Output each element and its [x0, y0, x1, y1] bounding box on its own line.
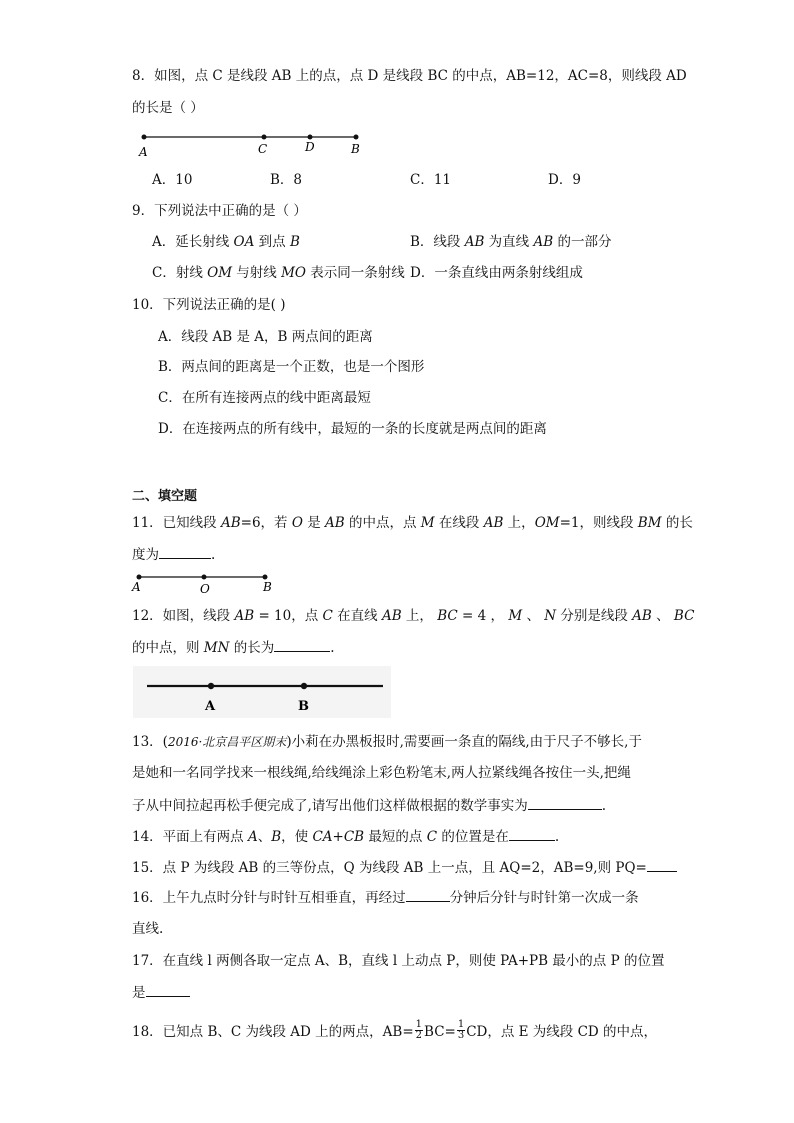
q14-end: .	[554, 829, 560, 845]
q12-ab2: AB	[381, 608, 402, 624]
q9-stem: 9．下列说法中正确的是（ ）	[132, 203, 307, 219]
q11-label-b: B	[263, 580, 272, 594]
q8-label-d: D	[305, 140, 315, 154]
q12-bc: BC	[437, 608, 458, 624]
q11-ab3: AB	[483, 515, 504, 531]
q9-a-ray: OA	[233, 234, 255, 250]
q18-fraction-third	[457, 1020, 465, 1041]
q8-option-c[interactable]: C．11	[410, 172, 452, 188]
q13-stem-line2: 是她和一名同学找来一根线绳,给线绳涂上彩色粉笔末,两人拉紧线绳各按住一头,把绳	[132, 765, 631, 781]
q14-c: C	[426, 829, 438, 845]
q11-end: .	[211, 547, 216, 563]
q8-segment-figure	[130, 126, 370, 160]
q12-t1: 12．如图，线段	[132, 608, 235, 624]
q18-f2-den: 3	[457, 1030, 465, 1041]
q9-a-mid: 到点	[254, 234, 290, 250]
q9-b-post: 的一部分	[553, 234, 612, 250]
q11-line2-text: 度为	[132, 547, 159, 563]
q12-stem-line2	[132, 638, 335, 657]
q11-ab2: AB	[325, 515, 345, 531]
q9-option-b[interactable]	[410, 233, 611, 251]
q18-f1-den: 2	[415, 1030, 423, 1041]
q10-stem: 10．下列说法正确的是( )	[132, 297, 286, 313]
q10-option-b[interactable]: B．两点间的距离是一个正数，也是一个图形	[158, 359, 425, 375]
q12-t4: 上，	[401, 608, 438, 624]
q9-c-ray1: OM	[207, 265, 233, 281]
q14-t2: ，使	[281, 829, 313, 845]
q8-label-c: C	[258, 142, 268, 156]
q14-expr: CA+CB	[312, 829, 365, 845]
q15-stem	[132, 858, 677, 877]
q12-m: M	[508, 608, 523, 624]
q11-t1: 11．已知线段	[132, 515, 221, 531]
q12-bc2: BC	[673, 608, 695, 624]
q14-t1: 14．平面上有两点	[132, 829, 248, 845]
q17-stem-line1: 17．在直线 l 两侧各取一定点 A、B，直线 l 上动点 P，则使 PA+PB 最小的点 P 的位置	[132, 953, 665, 969]
q12-ab: AB	[234, 608, 255, 624]
q13-stem-line3	[132, 796, 606, 815]
q16-t1: 16．上午九点时分针与时针互相垂直，再经过	[132, 890, 406, 906]
q12-end: .	[330, 640, 335, 656]
q13-answer-blank[interactable]	[528, 796, 602, 810]
q11-t5: 在线段	[434, 515, 484, 531]
q8-stem-line2: 的长是（ ）	[132, 100, 204, 116]
q8-option-d[interactable]: D．9	[548, 172, 581, 188]
q8-point-b	[354, 135, 359, 140]
q14-t3: 最短的点	[364, 829, 427, 845]
q13-l3-text: 子从中间拉起再松手便完成了,请写出他们这样做根据的数学事实为	[132, 798, 528, 814]
q13-end: .	[601, 798, 607, 814]
q11-point-a	[137, 575, 142, 580]
q11-t3: 是	[302, 515, 326, 531]
q18-f1-num: 1	[415, 1019, 423, 1030]
q8-option-a[interactable]: A．10	[152, 172, 193, 188]
q9-option-d[interactable]: D．一条直线由两条射线组成	[410, 265, 583, 281]
q11-o: O	[291, 515, 303, 531]
q12-ab3: AB	[632, 608, 652, 624]
q14-answer-blank[interactable]	[509, 827, 555, 841]
q14-sep: 、	[257, 829, 272, 845]
q11-stem-line1	[132, 514, 693, 532]
q11-point-b	[263, 575, 268, 580]
q12-t3: 在直线	[332, 608, 382, 624]
q11-label-o: O	[200, 582, 210, 596]
q11-answer-blank[interactable]	[159, 545, 211, 559]
q8-point-c	[262, 135, 267, 140]
q18-t2: BC=	[424, 1024, 456, 1040]
q17-answer-blank[interactable]	[146, 983, 190, 997]
q9-a-point: B	[289, 234, 300, 250]
q9-option-a[interactable]	[152, 233, 300, 251]
q11-ab: AB	[220, 515, 241, 531]
q12-l2-t1: 的中点，则	[132, 640, 204, 656]
q12-point-b	[301, 683, 307, 689]
q12-t7: 分别是线段	[556, 608, 633, 624]
q11-om: OM	[534, 515, 560, 531]
q12-l2-t2: 的长为	[229, 640, 275, 656]
q12-n: N	[544, 608, 557, 624]
q11-t8: 的长	[661, 515, 693, 531]
q9-c-text: C．射线	[152, 265, 208, 281]
q11-label-a: A	[132, 580, 141, 594]
q11-bm: BM	[637, 515, 662, 531]
q12-label-a: A	[205, 699, 216, 714]
q11-segment-figure	[130, 570, 280, 596]
q12-mn: MN	[203, 640, 230, 656]
q16-answer-blank[interactable]	[406, 888, 450, 902]
q18-fraction-half	[415, 1020, 423, 1041]
q12-stem-line1	[132, 607, 694, 625]
q8-stem-line1: 8．如图，点 C 是线段 AB 上的点，点 D 是线段 BC 的中点，AB=12，AC=8，则线段 AD	[132, 68, 687, 84]
q11-point-o	[202, 575, 207, 580]
q9-a-text: A．延长射线	[152, 234, 234, 250]
q15-answer-blank[interactable]	[647, 858, 677, 872]
q9-b-text: B．线段	[410, 234, 465, 250]
q13-l1-rest: )小莉在办黑板报时,需要画一条直的隔线,由于尺子不够长,于	[286, 734, 642, 750]
q17-l2-text: 是	[132, 985, 146, 1001]
q9-b-seg: AB	[464, 234, 485, 250]
q9-c-post: 表示同一条射线	[306, 265, 405, 281]
q12-answer-blank[interactable]	[274, 638, 330, 652]
q18-t3: CD，点 E 为线段 CD 的中点，	[466, 1024, 658, 1040]
q12-c: C	[322, 608, 333, 624]
q11-t4: 的中点，点	[344, 515, 421, 531]
q13-num: 13．(	[132, 734, 168, 750]
q10-option-c[interactable]: C．在所有连接两点的线中距离最短	[158, 390, 371, 406]
q12-segment-figure	[133, 666, 391, 718]
q14-t4: 的位置是在	[437, 829, 509, 845]
q16-stem-line1	[132, 888, 639, 907]
q18-t1: 18．已知点 B、C 为线段 AD 上的两点，AB=	[132, 1024, 414, 1040]
q12-t5: = 4 ，	[457, 608, 509, 624]
q8-option-b[interactable]: B．8	[270, 172, 303, 188]
q15-text: 15．点 P 为线段 AB 的三等份点，Q 为线段 AB 上一点，且 AQ=2，AB=9,则 PQ=	[132, 860, 647, 876]
q11-t7: =1，则线段	[559, 515, 638, 531]
q16-stem-line2: 直线.	[132, 921, 164, 937]
q12-point-a	[208, 683, 214, 689]
q9-b-line: AB	[533, 234, 554, 250]
q8-point-a	[142, 135, 147, 140]
q18-stem	[132, 1018, 657, 1046]
q8-label-a: A	[139, 145, 148, 159]
q14-b: B	[271, 829, 282, 845]
q12-t2: = 10，点	[254, 608, 323, 624]
q8-point-d	[308, 135, 313, 140]
q11-t6: 上，	[503, 515, 535, 531]
q18-f2-num: 1	[457, 1019, 465, 1030]
q13-source: 2016·北京昌平区期末	[167, 735, 287, 749]
section-fill-in-title: 二、填空题	[132, 489, 198, 504]
q13-stem-line1	[132, 733, 642, 751]
q17-stem-line2	[132, 983, 190, 1002]
q16-t2: 分钟后分针与时针第一次成一条	[449, 890, 639, 906]
q11-t2: =6，若	[240, 515, 292, 531]
q12-figure-background	[133, 666, 391, 718]
q9-b-mid: 为直线	[484, 234, 534, 250]
q8-label-b: B	[351, 142, 360, 156]
q14-stem	[132, 827, 559, 846]
q10-option-a[interactable]: A．线段 AB 是 A，B 两点间的距离	[158, 329, 373, 345]
q9-option-c[interactable]	[152, 264, 405, 282]
q12-label-b: B	[298, 699, 309, 714]
q11-m: M	[420, 515, 435, 531]
q9-c-ray2: MO	[281, 265, 306, 281]
q9-c-mid: 与射线	[232, 265, 282, 281]
q12-t8: 、	[651, 608, 674, 624]
q12-t6: 、	[522, 608, 545, 624]
q14-a: A	[247, 829, 258, 845]
q11-stem-line2	[132, 545, 215, 564]
q10-option-d[interactable]: D．在连接两点的所有线中，最短的一条的长度就是两点间的距离	[158, 421, 547, 437]
